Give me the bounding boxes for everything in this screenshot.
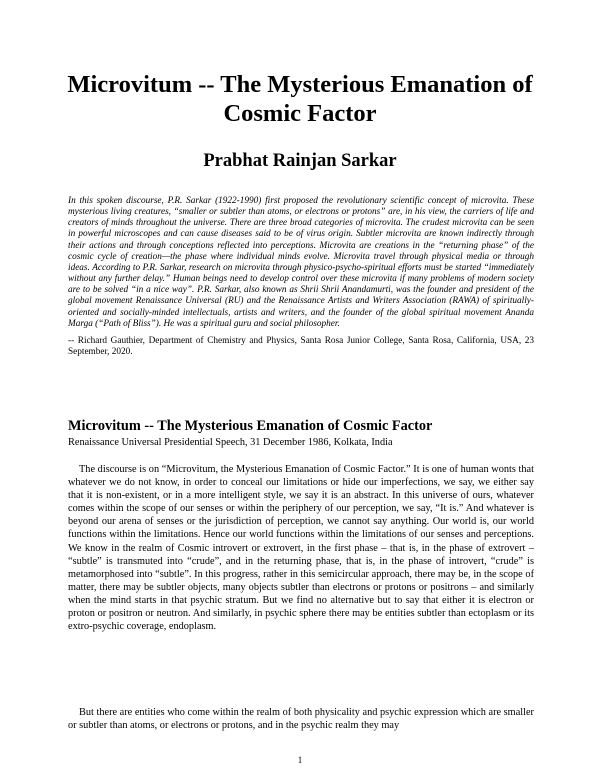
body-paragraph: The discourse is on “Microvitum, the Mysterious Emanation of Cosmic Factor.” It is one of human wonts that whatever we do not know, in order to conceal our limitations or hide our imperfections, we say, we either say that it is non-existent, or in a more intelligent style, we say it is an abstract. In this universe of ours, whatever comes within the scope of our senses or within the periphery of our perception, we say, “It is.” And whatever is beyond our arena of senses or the jurisdiction of perception, we cannot say anything. Our world is, our world functions within the limitations. Hence our world functions within the limitations of our senses and perceptions. We know in the realm of Cosmic introvert or extrovert, in the first phase – that is, in the phase of extrovert – “subtle” is transmuted into “crude”, and in the returning phase, that is, in the phase of introvert, “crude” is metamorphosed into “subtle”. In this progress, rather in this semicircular approach, there may be, in the scope of matter, there may be subtler objects, many objects subtler than electrons or protons or positrons – and similarly when the mind starts in that psychic stratum. But we find no alternative but to say that either it is electron or proton or positron or neutron. And similarly, in psychic sphere there may be entities subtler than ectoplasm or its extro-psychic coverage, endoplasm. [68,464,534,633]
section-subtitle: Renaissance Universal Presidential Speech, 31 December 1986, Kolkata, India [68,437,393,448]
abstract: In this spoken discourse, P.R. Sarkar (1922-1990) first proposed the revolutionary scientific concept of microvita. These mysterious living creatures, “smaller or subtler than atoms, or electrons or protons” are, in his view, the carriers of life and creators of minds throughout the universe. There are three broad categories of microvita. The crudest microvita can be seen in powerful microscopes and can cause diseases said to be of virus origin. Subtler microvita are known indirectly through their actions and through conceptions reflected into perceptions. Microvita are creations in the “returning phase” of the cosmic cycle of creation—the phase where individual minds evolve. Microvita travel through physical media or through ideas. According to P.R. Sarkar, research on microvita through physico-psycho-spiritual efforts must be started “immediately without any further delay.” Human beings need to develop control over these microvita if many problems of modern society are to be solved “in a nice way”. P.R. Sarkar, also known as Shrii Shrii Anandamurti, was the founder and president of the global movement Renaissance Universal (RU) and the Renaissance Artists and Writers Association (RAWA) of spiritually-oriented and socially-minded intellectuals, artists and writers, and the founder of the global spiritual movement Ananda Marga (“Path of Bliss”). He was a spiritual guru and social philosopher. [68,196,534,329]
document-title: Microvitum -- The Mysterious Emanation of Cosmic Factor [67,71,533,127]
section-title: Microvitum -- The Mysterious Emanation of Cosmic Factor [68,418,433,434]
abstract-attribution: -- Richard Gauthier, Department of Chemistry and Physics, Santa Rosa Junior College, Santa Rosa, California, USA, 23 September, 2020. [68,336,534,358]
body-paragraph: But there are entities who come within the realm of both physicality and psychic expression which are smaller or subtler than atoms, or electrons or protons, and in the psychic realm they may [68,707,534,732]
page-number: 1 [297,755,303,765]
author-name: Prabhat Rainjan Sarkar [203,151,397,171]
